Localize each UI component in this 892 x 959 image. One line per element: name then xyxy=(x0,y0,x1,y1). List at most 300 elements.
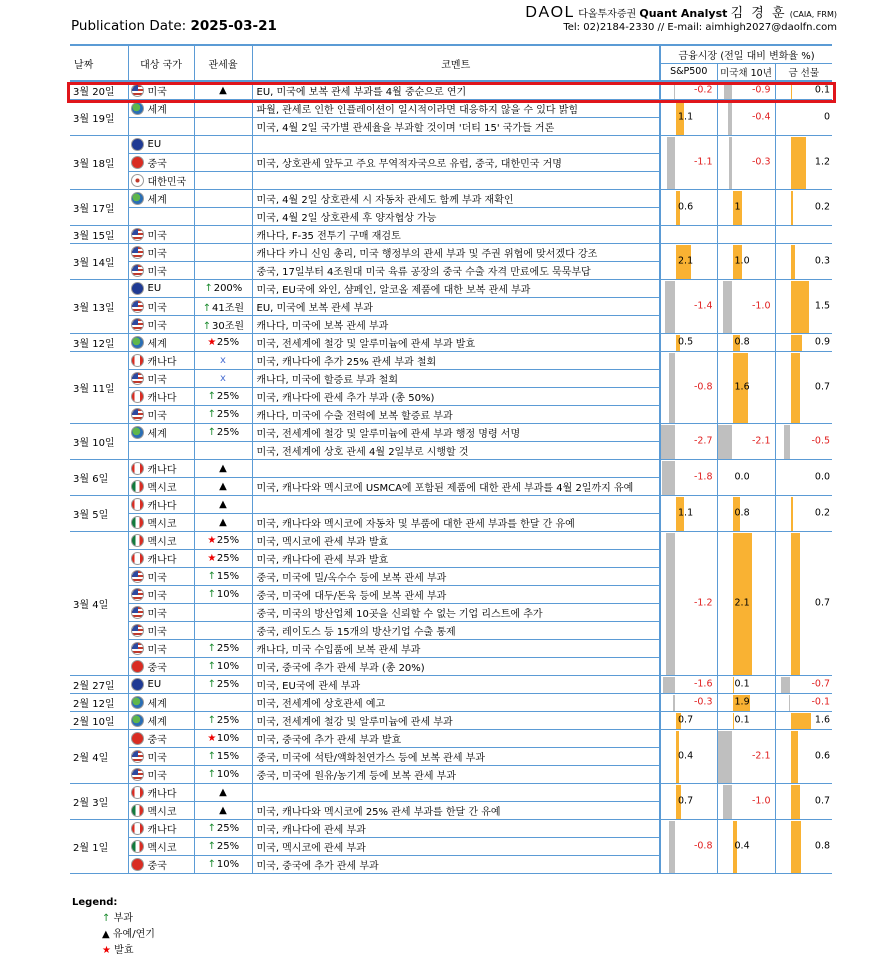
comment-cell xyxy=(252,459,660,477)
country-cell xyxy=(128,477,194,495)
country-cell xyxy=(128,207,194,225)
comment-cell: EU, 미국에 보복 관세 부과를 4월 중순으로 연기 xyxy=(252,81,660,99)
analyst-credentials: (CAIA, FRM) xyxy=(789,10,837,19)
ust-change-cell xyxy=(717,423,775,459)
gold-value: 0.6 xyxy=(814,750,831,762)
cn-flag-icon xyxy=(131,732,144,745)
date-cell: 2월 27일 xyxy=(70,675,128,693)
comment-cell: 미국, 상호관세 앞두고 주요 무역적자국으로 유럽, 중국, 대한민국 거명 xyxy=(252,153,660,171)
world-flag-icon xyxy=(131,336,144,349)
date-cell: 2월 3일 xyxy=(70,783,128,819)
ust-bar xyxy=(717,731,732,783)
tariff-cell xyxy=(194,369,252,387)
tariff-cell xyxy=(194,225,252,243)
country-name: 중국 xyxy=(147,158,167,170)
comment-cell: 미국, 4월 2일 상호관세 후 양자협상 가능 xyxy=(252,207,660,225)
country-cell xyxy=(128,261,194,279)
gold-value: 0.7 xyxy=(814,795,831,807)
gold-change-cell xyxy=(775,333,832,351)
country-name: 캐나다 xyxy=(147,554,177,566)
sp-change-cell xyxy=(660,693,717,711)
ust-bar xyxy=(723,281,732,333)
sp-value: -1.1 xyxy=(693,156,713,168)
comment-cell: 중국, 미국에 석탄/액화천연가스 등에 보복 관세 부과 xyxy=(252,747,660,765)
tariff-rate: 10% xyxy=(216,732,240,744)
country-cell xyxy=(128,513,194,531)
ust-bar xyxy=(723,785,732,819)
world-flag-icon xyxy=(131,426,144,439)
sp-value: -0.3 xyxy=(693,696,713,708)
comment-cell: 중국, 레이도스 등 15개의 방산기업 수출 통제 xyxy=(252,621,660,639)
cn-flag-icon xyxy=(131,858,144,871)
sp-change-cell xyxy=(660,279,717,333)
tariff-cell xyxy=(194,153,252,171)
gold-change-cell xyxy=(775,225,832,243)
comment-cell xyxy=(252,783,660,801)
sp-value: 0.7 xyxy=(678,714,694,726)
tariff-rate: 10% xyxy=(216,588,240,600)
country-name: 캐나다 xyxy=(147,500,177,512)
us-flag-icon xyxy=(131,606,144,619)
gold-change-cell xyxy=(775,819,832,873)
comment-cell: 미국, 중국에 추가 관세 부과 xyxy=(252,855,660,873)
comment-cell: 캐나다, 미국에 할증료 부과 철회 xyxy=(252,369,660,387)
tariff-cell xyxy=(194,207,252,225)
tariff-rate: 10% xyxy=(216,858,240,870)
country-name: 캐나다 xyxy=(147,788,177,800)
comment-cell xyxy=(252,171,660,189)
us-flag-icon xyxy=(131,300,144,313)
up-arrow-icon: ↑ xyxy=(207,426,217,438)
daol-logo: DAOL xyxy=(525,4,575,21)
comment-cell: 미국, 전세계에 상호관세 예고 xyxy=(252,693,660,711)
comment-cell: 미국, 4월 2일 상호관세 시 자동차 관세도 함께 부과 재확인 xyxy=(252,189,660,207)
gold-bar xyxy=(791,353,800,423)
tariff-rate: 25% xyxy=(216,714,240,726)
sp-bar xyxy=(669,821,675,873)
country-name: 미국 xyxy=(147,752,167,764)
date-cell: 3월 14일 xyxy=(70,243,128,279)
comment-cell: EU, 미국에 보복 관세 부과 xyxy=(252,297,660,315)
country-name: 미국 xyxy=(147,248,167,260)
gold-bar xyxy=(791,335,802,351)
country-name: 멕시코 xyxy=(147,518,177,530)
date-cell: 3월 20일 xyxy=(70,81,128,99)
ca-flag-icon xyxy=(131,552,144,565)
legend-tri-label: 유예/연기 xyxy=(112,929,155,940)
country-name: 미국 xyxy=(147,302,167,314)
up-arrow-icon: ↑ xyxy=(207,822,217,834)
comment-cell: 미국, 전세계에 철강 및 알루미늄에 관세 부과 xyxy=(252,711,660,729)
ca-flag-icon xyxy=(131,498,144,511)
ust-value: -0.4 xyxy=(751,111,771,123)
ust-value: -2.1 xyxy=(751,750,771,762)
us-flag-icon xyxy=(131,264,144,277)
brand-header xyxy=(525,2,837,22)
ca-flag-icon xyxy=(131,786,144,799)
kr-flag-icon xyxy=(131,174,144,187)
tariff-cell xyxy=(194,243,252,261)
country-name: 미국 xyxy=(147,626,167,638)
country-cell xyxy=(128,747,194,765)
sp-bar xyxy=(663,677,675,693)
ust-value: -0.3 xyxy=(751,156,771,168)
ust-value: 0.8 xyxy=(734,336,750,348)
gold-bar xyxy=(789,695,790,711)
contact-info: Tel: 02)2184-2330 // E-mail: aimhigh2027@daolfn.com xyxy=(563,22,837,33)
country-name: 미국 xyxy=(147,320,167,332)
sp-change-cell xyxy=(660,729,717,783)
country-cell xyxy=(128,333,194,351)
sp-value: 0.5 xyxy=(678,336,694,348)
ust-bar xyxy=(733,713,734,729)
tariff-cell xyxy=(194,189,252,207)
ust-value: 1.9 xyxy=(734,696,750,708)
comment-cell: 미국, 캐나다에 관세 부과 xyxy=(252,819,660,837)
sp-bar xyxy=(666,533,675,675)
ust-value: 1 xyxy=(734,201,741,213)
comment-cell: 미국, 캐나다에 관세 추가 부과 (총 50%) xyxy=(252,387,660,405)
up-arrow-icon: ↑ xyxy=(207,768,217,780)
us-flag-icon xyxy=(131,228,144,241)
date-cell: 2월 10일 xyxy=(70,711,128,729)
up-arrow-icon: ↑ xyxy=(202,320,212,332)
country-cell xyxy=(128,585,194,603)
comment-cell: 캐나다 카니 신임 총리, 미국 행정부의 관세 부과 및 주권 위협에 맞서겠다 강조 xyxy=(252,243,660,261)
col-date: 날짜 xyxy=(70,45,128,81)
ust-change-cell xyxy=(717,189,775,225)
country-name: 미국 xyxy=(147,410,167,422)
gold-change-cell xyxy=(775,351,832,423)
eu-flag-icon xyxy=(131,282,144,295)
sp-change-cell xyxy=(660,819,717,873)
ust-value: 1.6 xyxy=(734,381,750,393)
legend-title: Legend: xyxy=(72,897,118,908)
triangle-icon: ▲ xyxy=(219,462,227,474)
country-cell xyxy=(128,243,194,261)
cn-flag-icon xyxy=(131,660,144,673)
ca-flag-icon xyxy=(131,354,144,367)
ust-value: 1.0 xyxy=(734,255,750,267)
gold-bar xyxy=(791,731,798,783)
ust-value: 0.4 xyxy=(734,840,750,852)
tariff-cell xyxy=(194,441,252,459)
country-cell xyxy=(128,801,194,819)
comment-cell: 미국, 멕시코에 관세 부과 xyxy=(252,837,660,855)
country-name: 멕시코 xyxy=(147,482,177,494)
star-icon: ★ xyxy=(207,732,217,744)
ust-value: 2.1 xyxy=(734,597,750,609)
gold-bar xyxy=(791,533,800,675)
sp-change-cell xyxy=(660,459,717,495)
gold-change-cell xyxy=(775,135,832,189)
gold-bar xyxy=(791,497,793,531)
country-cell xyxy=(128,657,194,675)
comment-cell: 미국, 중국에 추가 관세 부과 발효 xyxy=(252,729,660,747)
world-flag-icon xyxy=(131,192,144,205)
ust-change-cell xyxy=(717,279,775,333)
publication-date: Publication Date: 2025-03-21 xyxy=(71,18,277,34)
ust-change-cell xyxy=(717,783,775,819)
sp-change-cell xyxy=(660,711,717,729)
country-name: 중국 xyxy=(147,734,167,746)
country-name: 미국 xyxy=(147,266,167,278)
date-cell: 3월 5일 xyxy=(70,495,128,531)
triangle-icon: ▲ xyxy=(219,516,227,528)
col-gold: 금 선물 xyxy=(775,63,832,81)
comment-cell xyxy=(252,135,660,153)
comment-cell: 중국, 17일부터 4조원대 미국 육류 공장의 중국 수출 자격 만료에도 묵묵부답 xyxy=(252,261,660,279)
sp-change-cell xyxy=(660,531,717,675)
country-cell xyxy=(128,171,194,189)
table-row xyxy=(70,225,832,243)
up-arrow-icon: ↑ xyxy=(204,282,213,294)
ca-flag-icon xyxy=(131,822,144,835)
gold-change-cell xyxy=(775,729,832,783)
country-name: 미국 xyxy=(147,770,167,782)
country-name: 멕시코 xyxy=(147,806,177,818)
comment-cell: 미국, EU국에 와인, 샴페인, 알코올 제품에 대한 보복 관세 부과 xyxy=(252,279,660,297)
firm-name: 다올투자증권 xyxy=(578,9,637,20)
tariff-cell xyxy=(194,837,252,855)
gold-value: 0.7 xyxy=(814,597,831,609)
date-cell: 3월 11일 xyxy=(70,351,128,423)
country-cell xyxy=(128,423,194,441)
table-row xyxy=(70,423,832,441)
country-cell xyxy=(128,351,194,369)
country-cell xyxy=(128,621,194,639)
tariff-rate: 25% xyxy=(216,408,240,420)
tariff-cell xyxy=(194,279,252,297)
ust-change-cell xyxy=(717,243,775,279)
ca-flag-icon xyxy=(131,462,144,475)
tariff-rate: 25% xyxy=(216,390,240,402)
table-row xyxy=(70,693,832,711)
mx-flag-icon xyxy=(131,480,144,493)
tariff-cell xyxy=(194,171,252,189)
mx-flag-icon xyxy=(131,804,144,817)
mx-flag-icon xyxy=(131,840,144,853)
country-name: 캐나다 xyxy=(147,392,177,404)
gold-change-cell xyxy=(775,459,832,495)
date-cell: 3월 13일 xyxy=(70,279,128,333)
tariff-cell xyxy=(194,117,252,135)
up-arrow-icon: ↑ xyxy=(207,570,217,582)
tariff-cell xyxy=(194,405,252,423)
sp-bar xyxy=(662,461,675,495)
ust-change-cell xyxy=(717,459,775,495)
analyst-title: Quant Analyst xyxy=(639,7,728,20)
country-name: EU xyxy=(147,138,162,150)
gold-change-cell xyxy=(775,711,832,729)
table-row xyxy=(70,711,832,729)
country-cell xyxy=(128,711,194,729)
country-cell xyxy=(128,855,194,873)
sp-value: 0.4 xyxy=(678,750,694,762)
ust-change-cell xyxy=(717,495,775,531)
country-cell xyxy=(128,387,194,405)
tariff-cell xyxy=(194,729,252,747)
comment-cell: 미국, 캐나다와 멕시코에 25% 관세 부과를 한달 간 유예 xyxy=(252,801,660,819)
country-name: 세계 xyxy=(147,698,167,710)
ust-bar xyxy=(729,137,732,189)
up-arrow-icon: ↑ xyxy=(102,913,111,924)
ca-flag-icon xyxy=(131,390,144,403)
country-name: 미국 xyxy=(147,86,167,98)
gold-bar xyxy=(791,137,806,189)
table-row xyxy=(70,783,832,801)
date-cell: 2월 4일 xyxy=(70,729,128,783)
gold-bar xyxy=(781,677,790,693)
sp-value: -2.7 xyxy=(693,435,713,447)
ust-change-cell xyxy=(717,135,775,189)
table-row xyxy=(70,459,832,477)
tariff-cell xyxy=(194,711,252,729)
ust-change-cell xyxy=(717,351,775,423)
analyst-name: 김 경 훈 xyxy=(730,6,787,21)
mx-flag-icon xyxy=(131,534,144,547)
sp-change-cell xyxy=(660,675,717,693)
triangle-icon: ▲ xyxy=(219,480,227,492)
country-name: 캐나다 xyxy=(147,356,177,368)
sp-change-cell xyxy=(660,135,717,189)
world-flag-icon xyxy=(131,714,144,727)
country-cell xyxy=(128,189,194,207)
comment-cell: 미국, 전세계에 철강 및 알루미늄에 관세 부과 발효 xyxy=(252,333,660,351)
country-cell xyxy=(128,279,194,297)
ust-change-cell xyxy=(717,531,775,675)
mx-flag-icon xyxy=(131,516,144,529)
gold-bar xyxy=(791,191,793,225)
comment-cell: 캐나다, 미국에 보복 관세 부과 xyxy=(252,315,660,333)
sp-change-cell xyxy=(660,495,717,531)
tariff-rate: 25% xyxy=(216,642,240,654)
country-cell xyxy=(128,315,194,333)
country-cell xyxy=(128,765,194,783)
sp-change-cell xyxy=(660,783,717,819)
comment-cell: 미국, 캐나다와 멕시코에 USMCA에 포함된 제품에 대한 관세 부과를 4월 2일까지 유예 xyxy=(252,477,660,495)
gold-change-cell xyxy=(775,675,832,693)
date-cell: 3월 17일 xyxy=(70,189,128,225)
ust-bar xyxy=(728,101,732,135)
up-arrow-icon: ↑ xyxy=(207,642,217,654)
tariff-cell xyxy=(194,459,252,477)
sp-change-cell xyxy=(660,351,717,423)
up-arrow-icon: ↑ xyxy=(207,660,217,672)
country-cell xyxy=(128,441,194,459)
tariff-rate: 10% xyxy=(216,660,240,672)
ust-change-cell xyxy=(717,333,775,351)
ust-change-cell xyxy=(717,729,775,783)
star-icon: ★ xyxy=(102,945,111,956)
comment-cell: 미국, 전세계에 철강 및 알루미늄에 관세 부과 행정 명령 서명 xyxy=(252,423,660,441)
tariff-cell xyxy=(194,819,252,837)
col-market: 금융시장 (전일 대비 변화율 %) xyxy=(660,45,832,63)
us-flag-icon xyxy=(131,768,144,781)
comment-cell: 중국, 미국에 대두/돈육 등에 보복 관세 부과 xyxy=(252,585,660,603)
ust-bar xyxy=(717,425,732,459)
tariff-rate: 25% xyxy=(216,840,240,852)
up-arrow-icon: ↑ xyxy=(207,390,217,402)
sp-value: 2.1 xyxy=(678,255,694,267)
country-cell xyxy=(128,225,194,243)
tariff-rate: 25% xyxy=(216,336,240,348)
ust-value: -1.0 xyxy=(751,300,771,312)
tariff-cell xyxy=(194,603,252,621)
us-flag-icon xyxy=(131,318,144,331)
tariff-cell xyxy=(194,585,252,603)
country-cell xyxy=(128,405,194,423)
col-sp500: S&P500 xyxy=(660,63,717,81)
us-flag-icon xyxy=(131,570,144,583)
country-cell xyxy=(128,783,194,801)
gold-value: 1.5 xyxy=(814,300,831,312)
gold-bar xyxy=(784,425,790,459)
tariff-cell xyxy=(194,477,252,495)
country-cell xyxy=(128,567,194,585)
gold-change-cell xyxy=(775,783,832,819)
comment-cell: 캐나다, F-35 전투기 구매 재검토 xyxy=(252,225,660,243)
ust-value: 0.8 xyxy=(734,507,750,519)
ust-change-cell xyxy=(717,675,775,693)
tariff-cell xyxy=(194,783,252,801)
table-row xyxy=(70,135,832,153)
country-name: 세계 xyxy=(147,338,167,350)
comment-cell: 캐나다, 미국 수입품에 보복 관세 부과 xyxy=(252,639,660,657)
ust-bar xyxy=(733,677,734,693)
us-flag-icon xyxy=(131,750,144,763)
date-cell: 3월 12일 xyxy=(70,333,128,351)
sp-bar xyxy=(673,695,675,711)
sp-value: -1.4 xyxy=(693,300,713,312)
sp-change-cell xyxy=(660,423,717,459)
world-flag-icon xyxy=(131,102,144,115)
up-arrow-icon: ↑ xyxy=(202,302,212,314)
comment-cell: 미국, EU국에 관세 부과 xyxy=(252,675,660,693)
tariff-cell xyxy=(194,639,252,657)
country-name: 미국 xyxy=(147,572,167,584)
tariff-cell xyxy=(194,495,252,513)
country-cell xyxy=(128,819,194,837)
gold-change-cell xyxy=(775,279,832,333)
tariff-cell xyxy=(194,261,252,279)
gold-value: 0.9 xyxy=(814,336,831,348)
sp-value: -1.2 xyxy=(693,597,713,609)
tariff-cell xyxy=(194,333,252,351)
gold-bar xyxy=(791,281,809,333)
tariff-rate: 30조원 xyxy=(211,320,245,332)
gold-value: 0 xyxy=(823,111,831,123)
date-cell: 3월 18일 xyxy=(70,135,128,189)
sp-value: -0.8 xyxy=(693,381,713,393)
gold-value: 0.1 xyxy=(814,84,831,96)
gold-change-cell xyxy=(775,99,832,135)
comment-cell xyxy=(252,495,660,513)
table-row xyxy=(70,243,832,261)
country-cell xyxy=(128,837,194,855)
tariff-rate: 200% xyxy=(213,282,243,294)
up-arrow-icon: ↑ xyxy=(207,678,217,690)
sp-bar xyxy=(660,425,675,459)
comment-cell: 미국, 캐나다에 추가 25% 관세 부과 철회 xyxy=(252,351,660,369)
date-cell: 2월 1일 xyxy=(70,819,128,873)
gold-bar xyxy=(791,245,795,279)
country-cell xyxy=(128,297,194,315)
up-arrow-icon: ↑ xyxy=(207,858,217,870)
sp-change-cell xyxy=(660,225,717,243)
country-name: 미국 xyxy=(147,590,167,602)
table-row xyxy=(70,729,832,747)
